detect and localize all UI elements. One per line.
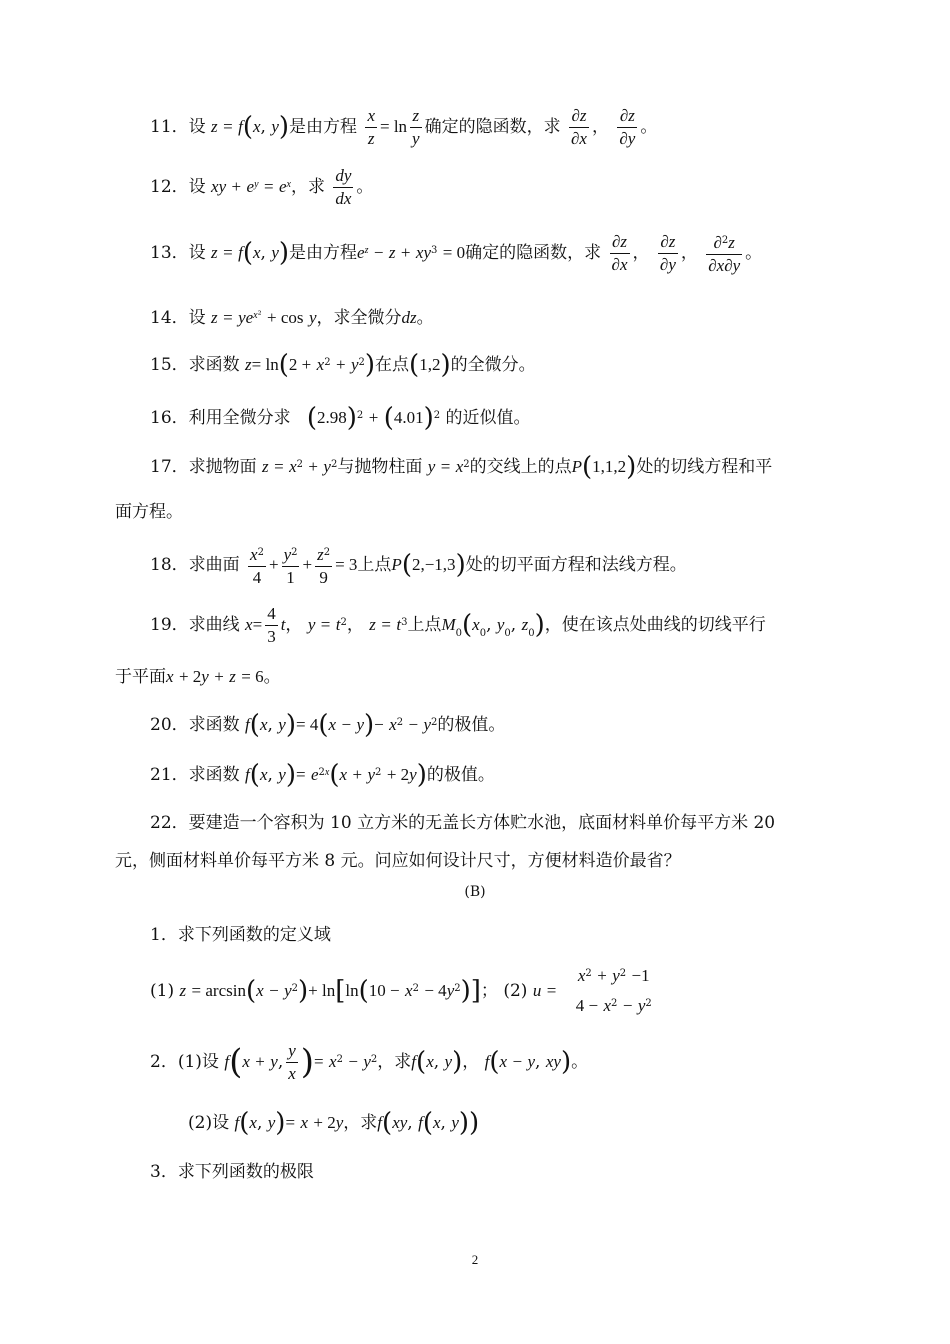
problem-15: 15．求函数 $z= \ln(2 + x^2 + y^2)$在点(1,2)的全微分。 — [150, 350, 536, 380]
problem-17-cont: 面方程。 — [115, 502, 183, 522]
problem-19: 19．求曲线 x= $\frac{4}{3}$ t， $y = t^2$， $z = t^3$上点$M_0(x_0$, $y_0$, $z_0$)，使在该点处曲线的切线平行 — [150, 604, 766, 646]
b-question-2: 2．(1)设 f(x + y, $\frac{y}{x}$ )= $x^2 - y^2$，求f(x, y)， f(x − y, xy)。 — [150, 1041, 589, 1083]
problem-12: 12．设 xy + $e^y = e^x$，求 $\frac{dy}{dx}$ 。 — [150, 166, 374, 208]
problem-13: 13．设 z = f(x, y)是由方程$e^z - z + xy^3 = 0$确定的隐函数，求 $\frac{\partial z}{\partial x}$ ， $\frac{\partial z}{\partial y}$ ， $\frac{\partial^2z}{\partial x\partial y}$ 。 — [150, 232, 763, 275]
section-b-heading: (B) — [464, 884, 486, 900]
b-question-3: 3．求下列函数的极限 — [150, 1162, 314, 1182]
b-question-2-part-2: (2)设 f(x, y)= x + 2y，求f(xy, f(x, y)) — [188, 1108, 480, 1138]
problem-16: 16．利用全微分求 $(2.98)^2 + (4.01)^2$ 的近似值。 — [150, 403, 531, 433]
problem-22-line2: 元，侧面材料单价每平方米 8 元。问应如何设计尺寸，方便材料造价最省？ — [115, 851, 681, 871]
problem-20: 20．求函数 f(x, $y)= 4(x - y)- x^2 - y^2$的极值。 — [150, 710, 506, 740]
b-question-1-parts: (1) $z = \arcsin(x - y^2)+ \ln[\ln(10 - x^2 - 4y^2)]$； (2) u = $x^2 + y^2 -1$ $4 - x^2 - y^2$ — [150, 966, 652, 1015]
page-number: 2 — [471, 1252, 479, 1267]
b-question-1: 1．求下列函数的定义域 — [150, 925, 331, 945]
problem-19-cont: 于平面x + 2y + z = 6。 — [115, 667, 281, 687]
problem-17: 17．求抛物面 $z = x^2 + y^2$与抛物柱面 $y = x^2$的交线上的点P(1,1,2)处的切线方程和平 — [150, 452, 773, 482]
problem-18: 18．求曲面 $\frac{x^2}{4}$ + $\frac{y^2}{1}$ + $\frac{z^2}{9}$ = 3上点P(2,−1,3)处的切平面方程和法线方程。 — [150, 542, 687, 589]
problem-11: 11．设 z = f(x, y)是由方程 $\frac{x}{z}$ = ln $\frac{z}{y}$ 确定的隐函数，求 $\frac{\partial z}{\partial x}$ ， $\frac{\partial z}{\partial y}$ 。 — [150, 106, 658, 148]
problem-14: 14．设 $z = ye^{x^2} + \cos y$，求全微分dz。 — [150, 308, 434, 328]
problem-22-line1: 22．要建造一个容积为 10 立方米的无盖长方体贮水池，底面材料单价每平方米 20 — [150, 813, 776, 833]
problem-21: 21．求函数 f(x, $y)= e^{2x}(x + y^2 + 2y)$的极值。 — [150, 760, 495, 790]
